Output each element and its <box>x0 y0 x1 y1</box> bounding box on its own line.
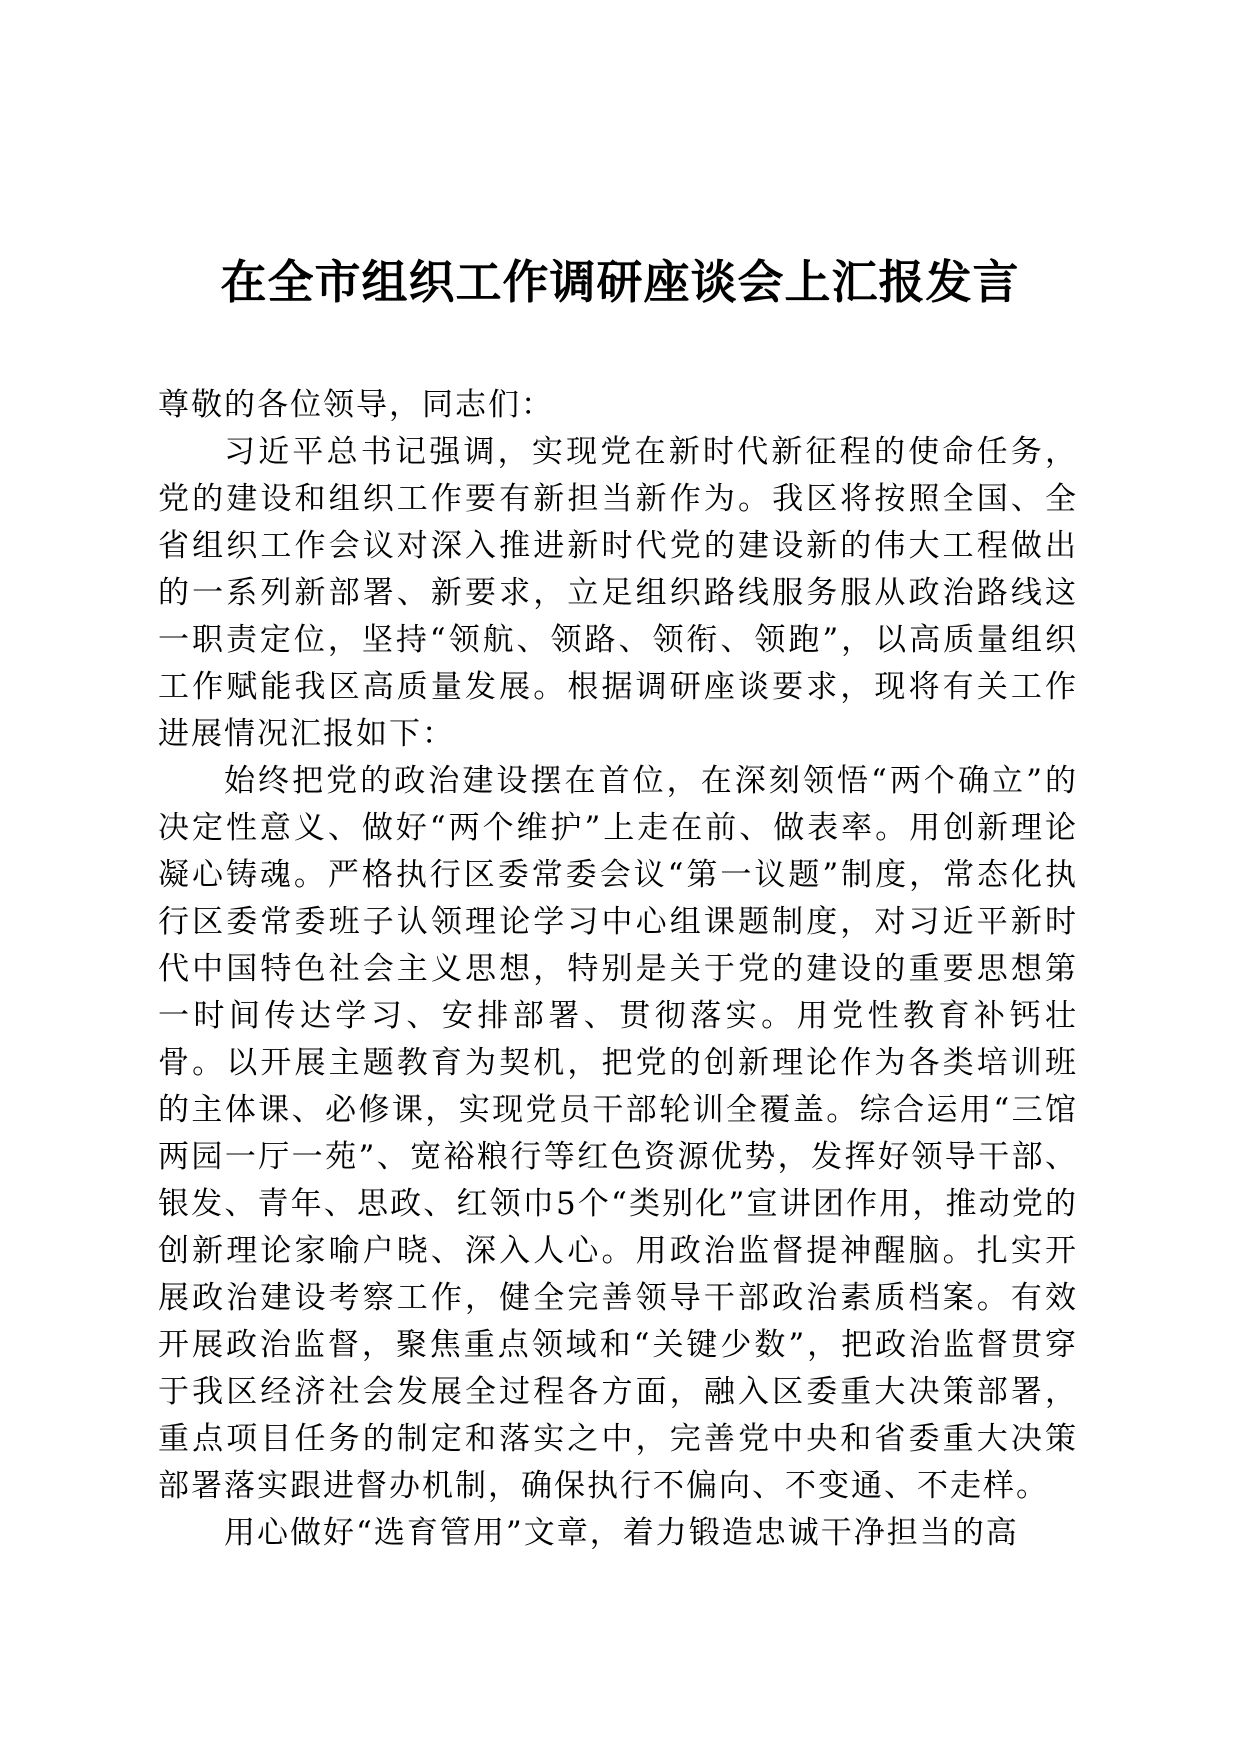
salutation: 尊敬的各位领导，同志们： <box>158 387 554 423</box>
document-title: 在全市组织工作调研座谈会上汇报发言 <box>220 255 1020 309</box>
paragraph-3: 用心做好“选育管用”文章，着力锻造忠诚干净担当的高 <box>224 1515 1019 1551</box>
document-body <box>158 382 1078 1557</box>
paragraph-1: 习近平总书记强调，实现党在新时代新征程的使命任务，党的建设和组织工作要有新担当新作为。我区将按照全国、全省组织工作会议对深入推进新时代党的建设新的伟大工程做出的一系列新部署、新要求，立足组织路线服务服从政治路线这一职责定位，坚持“领航、领路、领衔、领跑”，以高质量组织工作赋能我区高质量发展。根据调研座谈要求，现将有关工作进展情况汇报如下： <box>158 434 1078 752</box>
paragraph-2: 始终把党的政治建设摆在首位，在深刻领悟“两个确立”的决定性意义、做好“两个维护”上走在前、做表率。用创新理论凝心铸魂。严格执行区委常委会议“第一议题”制度，常态化执行区委常委班子认领理论学习中心组课题制度，对习近平新时代中国特色社会主义思想，特别是关于党的建设的重要思想第一时间传达学习、安排部署、贯彻落实。用党性教育补钙壮骨。以开展主题教育为契机，把党的创新理论作为各类培训班的主体课、必修课，实现党员干部轮训全覆盖。综合运用“三馆两园一厅一苑”、宽裕粮行等红色资源优势，发挥好领导干部、银发、青年、思政、红领巾5个“类别化”宣讲团作用，推动党的创新理论家喻户晓、深入人心。用政治监督提神醒脑。扎实开展政治建设考察工作，健全完善领导干部政治素质档案。有效开展政治监督，聚焦重点领域和“关键少数”，把政治监督贯穿于我区经济社会发展全过程各方面，融入区委重大决策部署，重点项目任务的制定和落实之中，完善党中央和省委重大决策部署落实跟进督办机制，确保执行不偏向、不变通、不走样。 <box>158 763 1078 1504</box>
